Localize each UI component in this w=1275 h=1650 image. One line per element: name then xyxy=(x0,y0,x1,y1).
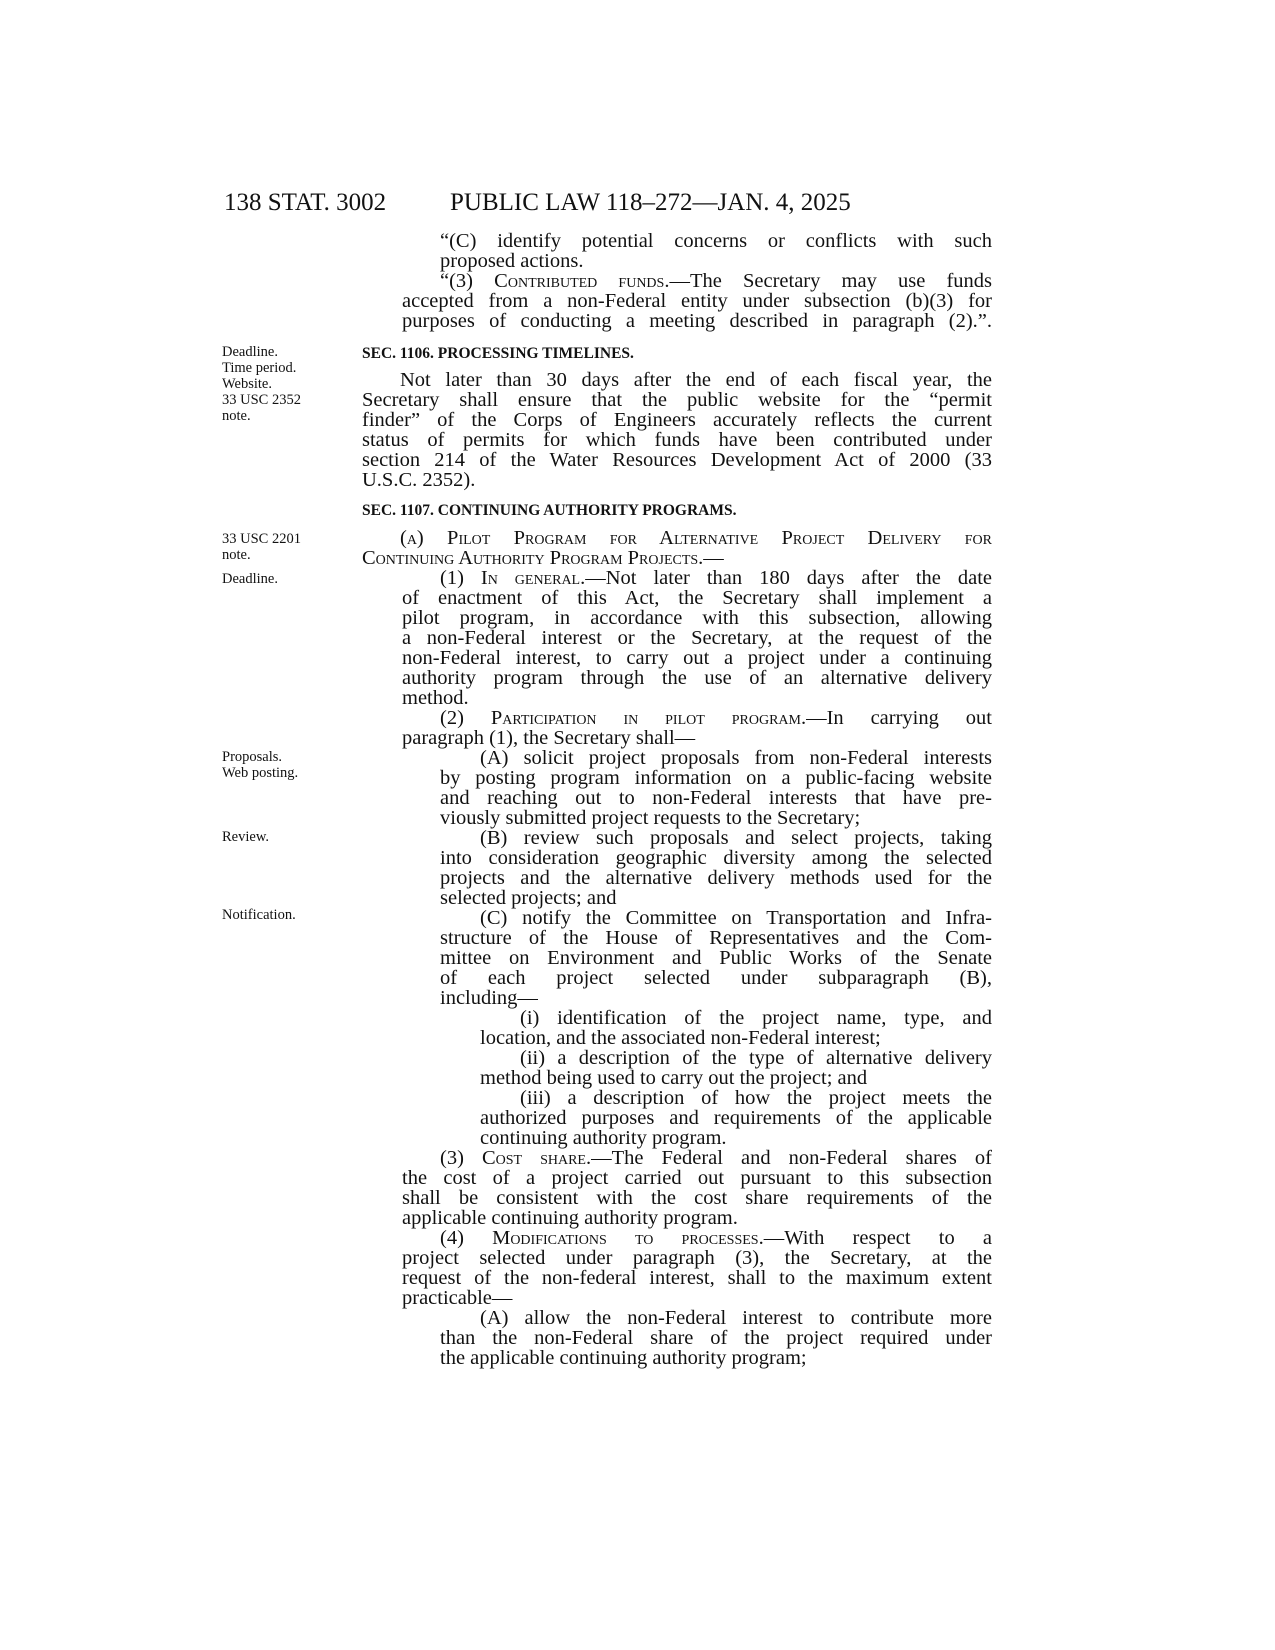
text-line: structure of the House of Representatives and the Com- xyxy=(440,927,992,949)
text-line: pilot program, in accordance with this subsection, allowing xyxy=(402,607,992,629)
text-line: than the non-Federal share of the project required under xyxy=(440,1327,992,1349)
text-line: section 214 of the Water Resources Development Act of 2000 (33 xyxy=(362,449,992,471)
section-1107-body xyxy=(362,528,992,1368)
text-line: method being used to carry out the project; and xyxy=(480,1067,868,1089)
text-line: (4) Modifications to processes.—With respect to a xyxy=(440,1227,993,1249)
text-line: Secretary shall ensure that the public website for the “permit xyxy=(362,389,992,411)
text-line: (B) review such proposals and select projects, taking xyxy=(480,827,992,849)
text-line: shall be consistent with the cost share requirements of the xyxy=(402,1187,992,1209)
text-line: projects and the alternative delivery methods used for the xyxy=(440,867,992,889)
text-line: project selected under paragraph (3), the Secretary, at the xyxy=(402,1247,992,1269)
text-line: status of permits for which funds have been contributed under xyxy=(362,429,992,451)
text-line: (3) Cost share.—The Federal and non-Federal shares of xyxy=(440,1147,993,1169)
margin-note: 33 USC 2201 note. xyxy=(222,531,301,563)
text-line: selected projects; and xyxy=(440,887,617,909)
text-line: by posting program information on a public-facing website xyxy=(440,767,992,789)
margin-note: Notification. xyxy=(222,907,296,923)
text-line: the cost of a project carried out pursuant to this subsection xyxy=(402,1167,992,1189)
text-line: of enactment of this Act, the Secretary shall implement a xyxy=(402,587,992,609)
text-line: Not later than 30 days after the end of each fiscal year, the xyxy=(400,369,992,391)
text-line: paragraph (1), the Secretary shall— xyxy=(402,727,696,749)
text-line: “(3) Contributed funds.—The Secretary may use funds xyxy=(440,270,993,292)
text-line: method. xyxy=(402,687,469,709)
text-line: (a) Pilot Program for Alternative Project Delivery for xyxy=(400,527,992,549)
text-line: mittee on Environment and Public Works of the Senate xyxy=(440,947,992,969)
text-line: applicable continuing authority program. xyxy=(402,1207,738,1229)
text-line: viously submitted project requests to the Secretary; xyxy=(440,807,861,829)
text-line: purposes of conducting a meeting described in paragraph (2).”. xyxy=(402,310,992,332)
margin-note: Deadline. xyxy=(222,571,278,587)
margin-note: Review. xyxy=(222,829,269,845)
text-line: authority program through the use of an alternative delivery xyxy=(402,667,992,689)
text-line: U.S.C. 2352). xyxy=(362,469,476,491)
text-line: location, and the associated non-Federal interest; xyxy=(480,1027,881,1049)
text-line: (C) notify the Committee on Transportation and Infra- xyxy=(480,907,992,929)
margin-note: Proposals. Web posting. xyxy=(222,749,299,781)
text-line: “(C) identify potential concerns or conflicts with such xyxy=(440,230,992,252)
text-line: (i) identification of the project name, type, and xyxy=(520,1007,992,1029)
page-stat-number: 138 STAT. 3002 xyxy=(224,189,387,216)
text-line: Continuing Authority Program Projects.— xyxy=(362,547,724,569)
text-line: (iii) a description of how the project meets the xyxy=(520,1087,992,1109)
text-line: (A) allow the non-Federal interest to contribute more xyxy=(480,1307,992,1329)
text-line: continuing authority program. xyxy=(480,1127,727,1149)
continuation-block xyxy=(402,231,992,331)
text-line: of each project selected under subparagraph (B), xyxy=(440,967,992,989)
text-line: the applicable continuing authority program; xyxy=(440,1347,807,1369)
text-line: (1) In general.—Not later than 180 days after the date xyxy=(440,567,993,589)
text-line: (ii) a description of the type of alternative delivery xyxy=(520,1047,992,1069)
text-line: a non-Federal interest or the Secretary, at the request of the xyxy=(402,627,992,649)
margin-note: Deadline. Time period. Website. 33 USC 2352 note. xyxy=(222,344,301,424)
text-line: (A) solicit project proposals from non-Federal interests xyxy=(480,747,992,769)
running-header-title: PUBLIC LAW 118–272—JAN. 4, 2025 xyxy=(450,189,851,216)
text-line: into consideration geographic diversity among the selected xyxy=(440,847,992,869)
section-heading-1107: SEC. 1107. CONTINUING AUTHORITY PROGRAMS. xyxy=(362,502,737,519)
text-line: including— xyxy=(440,987,538,1009)
text-line: and reaching out to non-Federal interests that have pre- xyxy=(440,787,992,809)
text-line: (2) Participation in pilot program.—In carrying out xyxy=(440,707,992,729)
section-heading-1106: SEC. 1106. PROCESSING TIMELINES. xyxy=(362,345,634,362)
section-1106-body xyxy=(362,370,992,490)
text-line: proposed actions. xyxy=(440,250,584,272)
text-line: request of the non-federal interest, shall to the maximum extent xyxy=(402,1267,992,1289)
text-line: finder” of the Corps of Engineers accurately reflects the current xyxy=(362,409,992,431)
text-line: authorized purposes and requirements of the applicable xyxy=(480,1107,992,1129)
text-line: practicable— xyxy=(402,1287,513,1309)
text-line: non-Federal interest, to carry out a project under a continuing xyxy=(402,647,992,669)
text-line: accepted from a non-Federal entity under subsection (b)(3) for xyxy=(402,290,992,312)
